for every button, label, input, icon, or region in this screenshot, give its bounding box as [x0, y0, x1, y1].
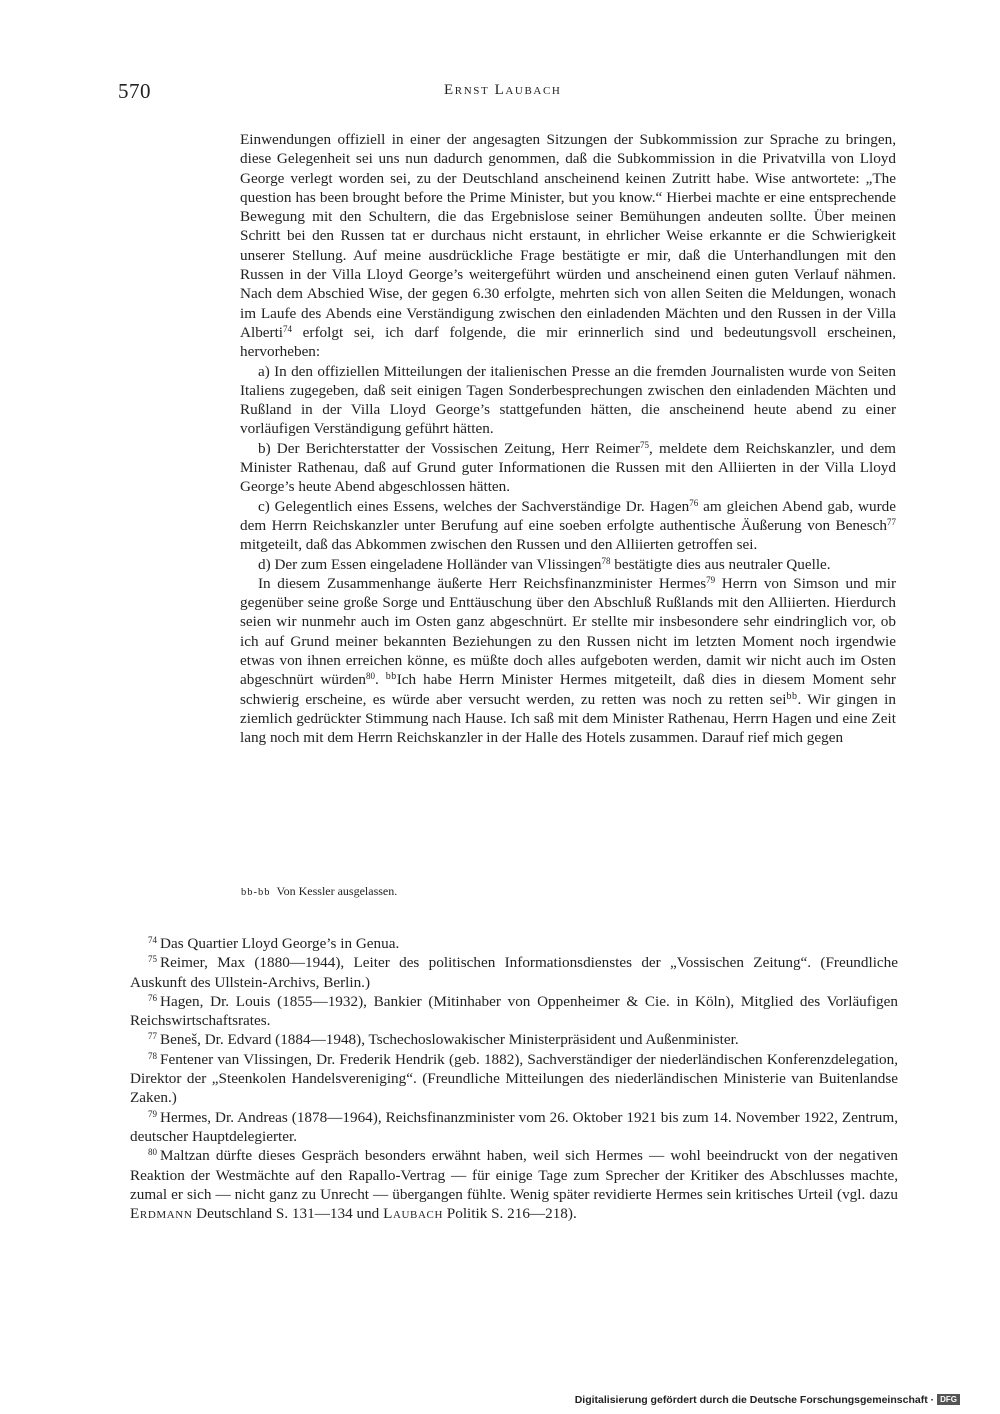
footnote: $^{78}$ Fentener van Vlissingen, Dr. Frederik Hendrik (geb. 1882), Sachverständiger der niederländischen Konferenzdelegation, Direktor der „Steenkolen Handelsvereniging“. (Freundliche Mitteilungen des niederländischen Ministerie van Buitenlandse Zaken.) [130, 1050, 898, 1107]
footnote-ref[interactable]: 78 [601, 555, 611, 566]
footnote: $^{74}$ Das Quartier Lloyd George’s in Genua. [148, 935, 400, 952]
editor-note-text: Von Kessler ausgelassen. [276, 884, 398, 898]
footnote-ref[interactable]: 75 [640, 439, 650, 450]
footnote: $^{79}$ Hermes, Dr. Andreas (1878—1964), Reichsfinanzminister vom 26. Oktober 1921 bis zum 14. November 1922, Zentrum, deutscher Hauptdelegierter. [130, 1108, 898, 1145]
author-name-smallcaps: Erdmann [130, 1205, 193, 1223]
editor-note-marker: bb-bb [241, 887, 271, 898]
footnote: $^{76}$ Hagen, Dr. Louis (1855—1932), Bankier (Mitinhaber von Oppenheimer & Cie. in Köln), Mitglied des Vorläufigen Reichswirtschaftsrates. [130, 992, 898, 1030]
omission-marker: bb [786, 690, 798, 702]
page-number: 570 [118, 79, 151, 103]
footnote: $^{80}$ Maltzan dürfte dieses Gespräch besonders erwähnt haben, weil sich Hermes — wohl beeindruckt von der negativen Reaktion der Westmächte auf den Rapallo-Vertrag — für einige Tage zum Sprecher der Kritiker des Abschlusses machte, zumal er sich — nicht ganz zu Unrecht — übergangen fühlte. Wenig später revidierte Hermes sein kritisches Urteil (vgl. dazu Erdmann Deutschland S. 131—134 und Laubach Politik S. 216—218). [130, 1147, 898, 1223]
footnote-ref[interactable]: 74 [283, 323, 293, 334]
paragraph-e: In diesem Zusammenhange äußerte Herr Reichsfinanzminister Hermes$^{79}$ Herrn von Simson und mir gegenüber seine große Sorge und Enttäuschung über den Abschluß Rußlands mit den Alliierten. Hierdurch seien wir nunmehr auch im Osten ganz abgeschnürt. Er stellte mir insbesondere sehr eindringlich vor, ob ich auf Grund meiner bekannten Beziehungen zu den Russen nicht im letzten Moment noch irgendwie etwas von ihnen erreichen könne, es müßte doch alles aufgeboten werden, damit wir nicht auch im Osten abgeschnürt würden$^{80}$. $^{bb}$Ich habe Herrn Minister Hermes mitgeteilt, daß dies in diesem Moment sehr schwierig erscheine, es würde aber versucht werden, zu retten was noch zu retten sei$^{bb}$. Wir gingen in ziemlich gedrückter Stimmung nach Hause. Ich saß mit dem Minister Rathenau, Herrn Hagen und eine Zeit lang noch mit dem Herrn Reichskanzler in der Halle des Hotels zusammen. Darauf rief mich gegen [240, 574, 896, 747]
footnote-ref[interactable]: 80 [365, 671, 375, 682]
footnote: $^{77}$ Beneš, Dr. Edvard (1884—1948), Tschechoslowakischer Ministerpräsident und Außenminister. [148, 1031, 739, 1049]
footnote-ref[interactable]: 77 [887, 516, 896, 527]
footnote: $^{75}$ Reimer, Max (1880—1944), Leiter des politischen Informationsdienstes der „Vossischen Zeitung“. (Freundliche Auskunft des Ullstein-Archivs, Berlin.) [130, 954, 898, 991]
paragraph-b: b) Der Berichterstatter der Vossischen Zeitung, Herr Reimer$^{75}$, meldete dem Reichskanzler, und dem Minister Rathenau, daß auf Grund guter Informationen die Russen mit den Alliierten in der Villa Lloyd George’s heute Abend abgeschlossen hätten. [240, 439, 896, 496]
paragraph-d: d) Der zum Essen eingeladene Holländer van Vlissingen$^{78}$ bestätigte dies aus neutraler Quelle. [258, 555, 831, 573]
editor-note [241, 884, 397, 899]
footnotes [130, 934, 898, 1223]
omission-marker: bb [385, 671, 397, 683]
dfg-logo: DFG [937, 1394, 960, 1405]
paragraph-c: c) Gelegentlich eines Essens, welches der Sachverständige Dr. Hagen$^{76}$ am gleichen Abend gab, wurde dem Herrn Reichskanzler unter Berufung auf eine soeben erfolgte authentische Äußerung von Benesch$^{77}$ mitgeteilt, daß das Abkommen zwischen den Russen und den Alliierten getroffen sei. [240, 497, 896, 554]
paragraph: Einwendungen offiziell in einer der angesagten Sitzungen der Subkommission zur Sprache zu bringen, diese Gelegenheit sei uns nun dadurch genommen, daß die Subkommission in die Privatvilla von Lloyd George verlegt worden sei, zu der Deutschland anscheinend keinen Zutritt habe. Wise antwortete: „The question has been brought before the Prime Minister, but you know.“ Hierbei machte er eine entsprechende Bewegung mit den Schultern, die das Ergebnislose seiner Bemühungen andeuten sollte. Über meinen Schritt bei den Russen tat er durchaus nicht erstaunt, in ehrlicher Weise erkannte er die Schwierigkeit unserer Stellung. Auf meine ausdrückliche Frage bestätigte er mir, daß die Unterhandlungen mit den Russen in der Villa Lloyd George’s weitergeführt würden und anscheinend einen guten Verlauf nähmen. Nach dem Abschied Wise, der gegen 6.30 erfolgte, mehrten sich von allen Seiten die Meldungen, wonach im Laufe des Abends eine Verständigung zwischen den einladenden Mächten und den Russen in der Villa Alberti$^{74}$ erfolgt sei, ich darf folgende, die mir erinnerlich sind und bedeutungsvoll erscheinen, hervorheben: [240, 131, 896, 361]
digitization-notice: Digitalisierung gefördert durch die Deutsche Forschungsgemeinschaft · DFG [575, 1394, 960, 1406]
paragraph-a: a) In den offiziellen Mitteilungen der italienischen Presse an die fremden Journalisten wurde von Seiten Italiens zugegeben, daß seit einigen Tagen Sonderbesprechungen zwischen den einladenden Mächten und Rußland in der Villa Lloyd George’s stattgefunden hätten, die anscheinend heute abend zu einer vorläufigen Verständigung geführt hätten. [240, 362, 896, 438]
author-name-smallcaps: Laubach [383, 1205, 443, 1223]
footnote-ref[interactable]: 79 [706, 574, 716, 585]
main-text [240, 130, 896, 748]
footnote-ref[interactable]: 76 [689, 497, 699, 508]
running-head-author: Ernst Laubach [444, 82, 562, 98]
